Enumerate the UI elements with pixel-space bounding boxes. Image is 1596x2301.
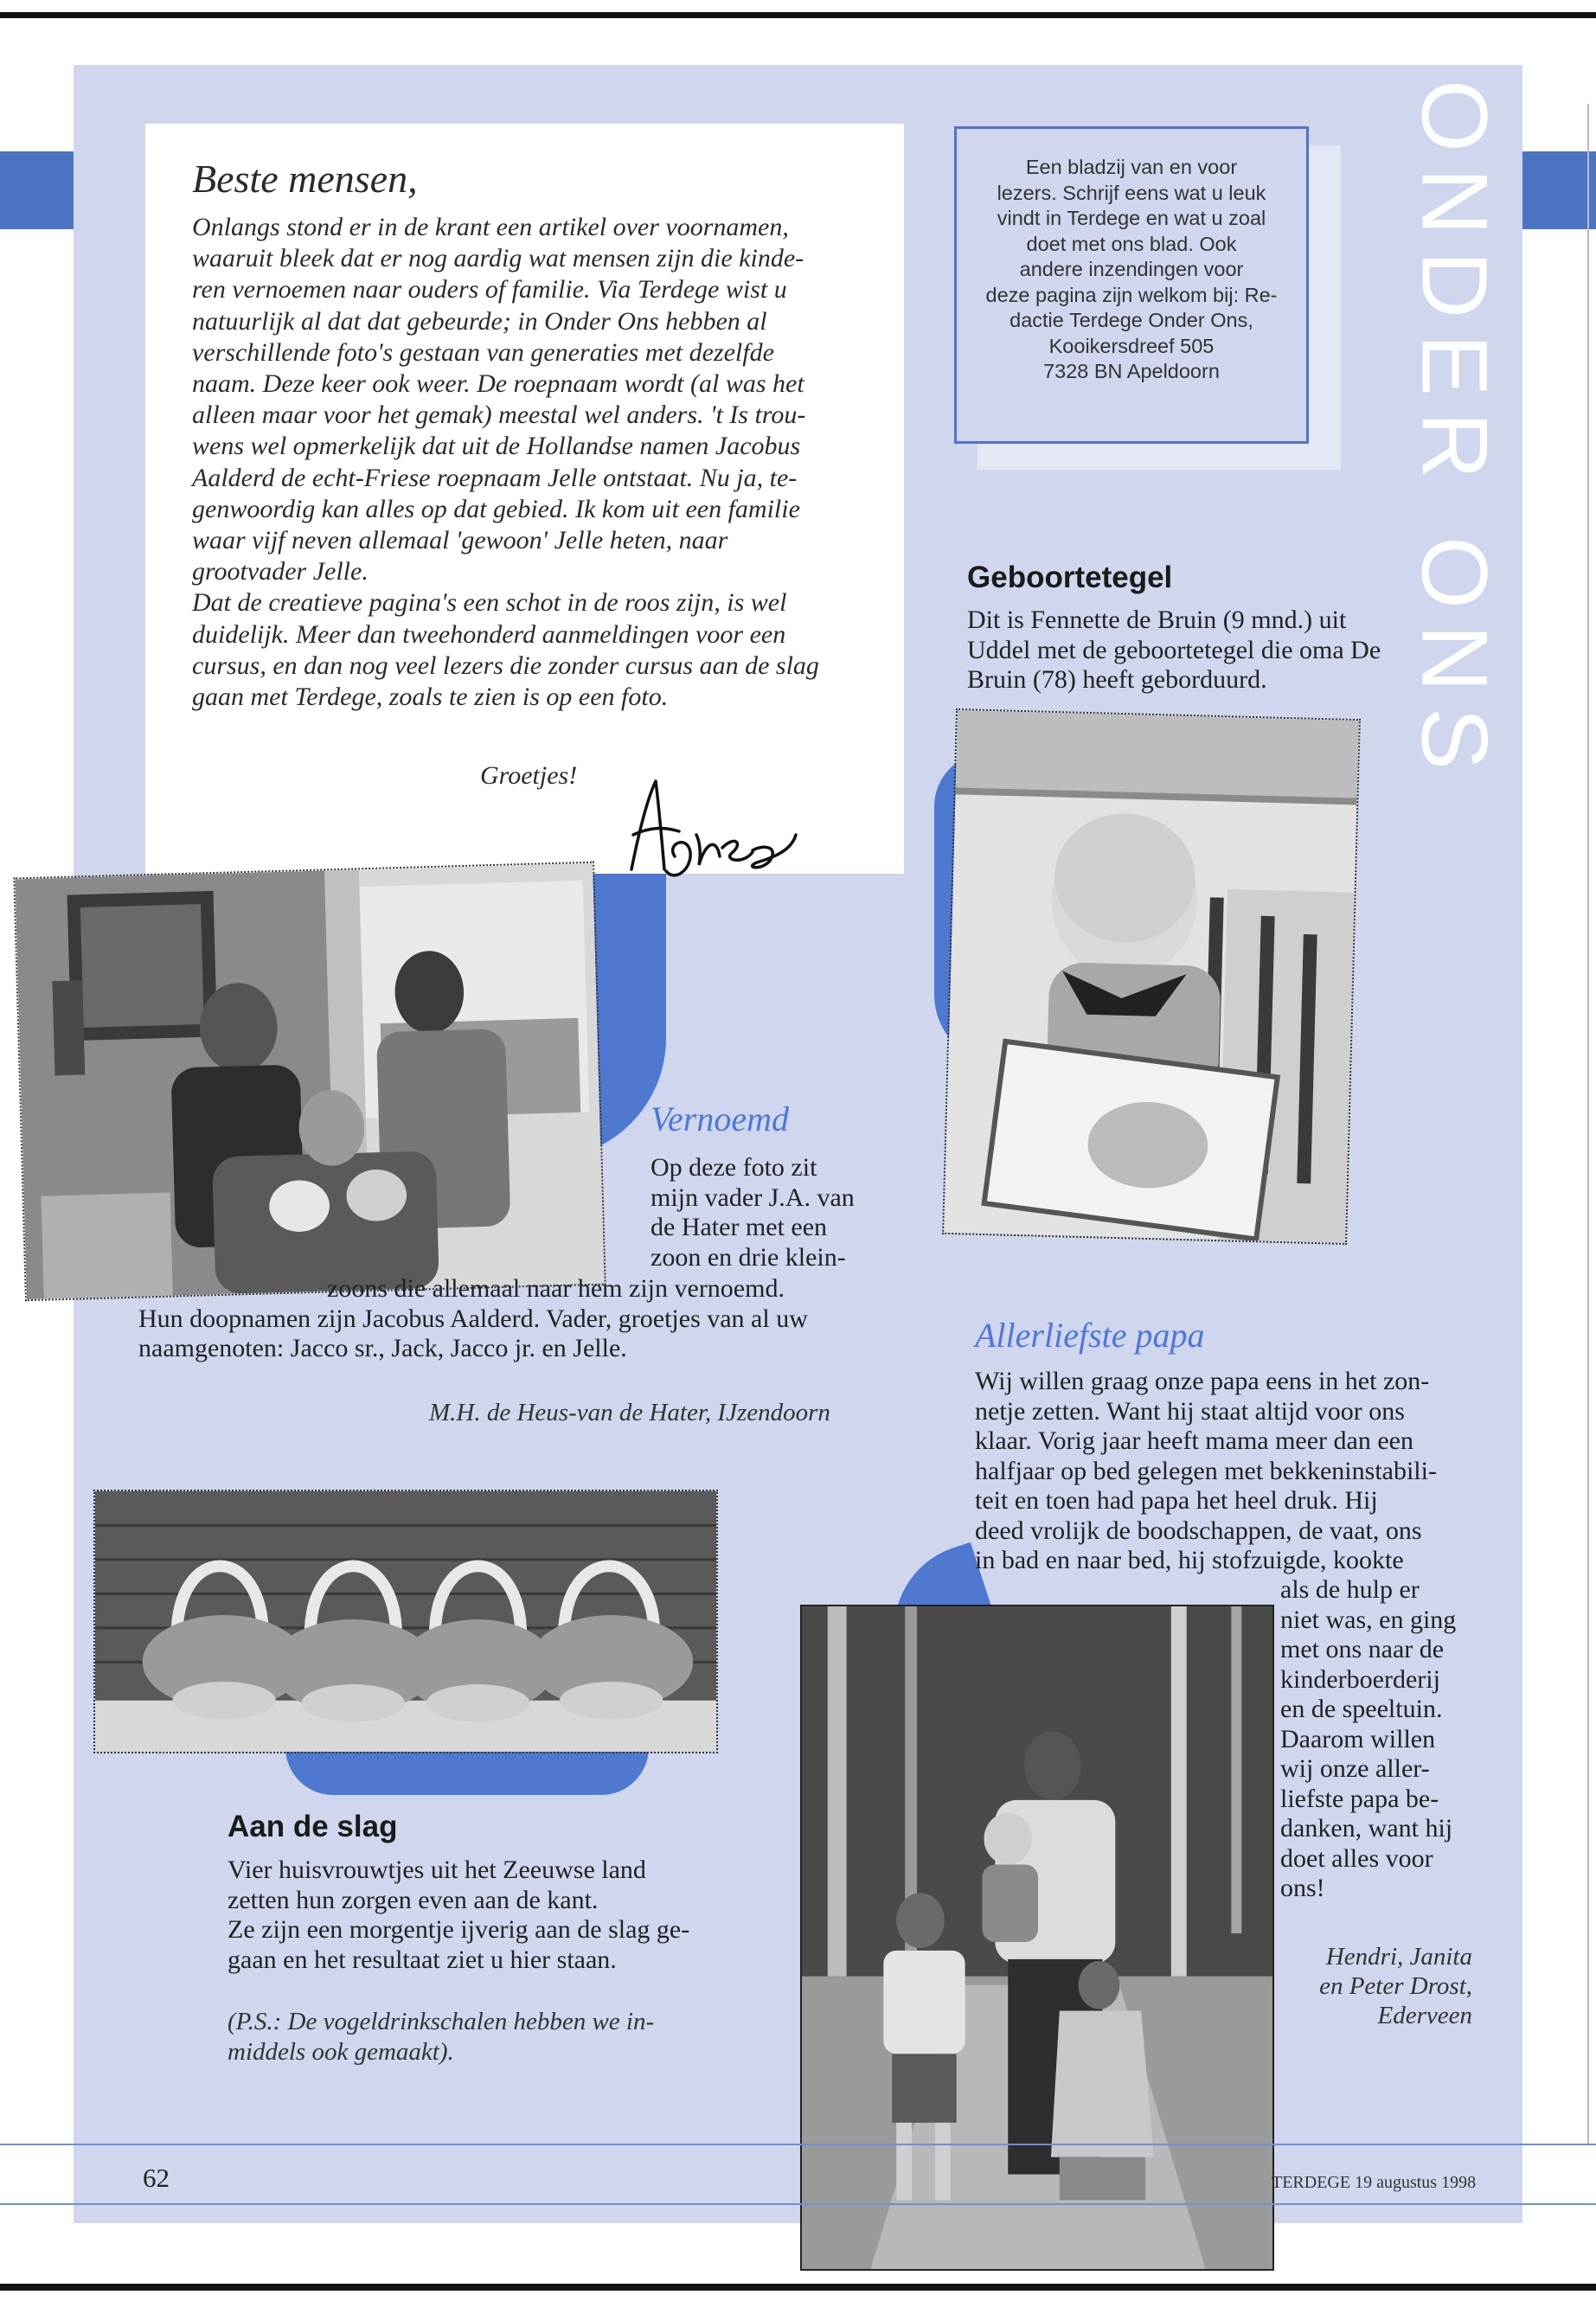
letter-line: alleen maar voor het gemak) meestal wel anders. 't Is trou- (192, 401, 806, 430)
allerliefste-line: niet was, en ging (1280, 1605, 1457, 1634)
aan-de-slag-ps (228, 2007, 747, 2067)
side-tab-right (1522, 151, 1596, 229)
allerliefste-line: doet alles voor (1280, 1843, 1433, 1873)
allerliefste-signature-line: en Peter Drost, (1319, 1972, 1472, 2000)
bottom-rule (0, 2284, 1596, 2291)
allerliefste-line: netje zetten. Want hij staat altijd voor ons (975, 1396, 1405, 1426)
info-line: doet met ons blad. Ook (1026, 232, 1237, 255)
allerliefste-signature-line: Hendri, Janita (1325, 1943, 1472, 1971)
allerliefste-signature-line: Ederveen (1377, 2002, 1472, 2029)
photo-flower-baskets (93, 1490, 718, 1753)
allerliefste-heading: Allerliefste papa (975, 1316, 1205, 1355)
footer-line-top (0, 2144, 1596, 2145)
footer-line-bottom (0, 2203, 1596, 2205)
info-line: lezers. Schrijf eens wat u leuk (997, 181, 1266, 204)
page-edge-line (1587, 104, 1589, 2145)
allerliefste-line: danken, want hij (1280, 1814, 1453, 1843)
aan-de-slag-ps-line: middels ook gemaakt). (228, 2037, 454, 2066)
letter-line: natuurlijk al dat dat gebeurde; in Onder Ons hebben al (192, 306, 767, 336)
issue-label: TERDEGE 19 augustus 1998 (1272, 2173, 1477, 2192)
info-box (954, 126, 1309, 444)
allerliefste-line: teit en toen had papa het heel druk. Hij (975, 1486, 1378, 1515)
vernoemd-body-wide (138, 1274, 882, 1364)
letter-line: waar vijf neven allemaal 'gewoon' Jelle heten, naar (192, 526, 728, 555)
geboortetegel-line: Dit is Fennette de Bruin (9 mnd.) uit (967, 606, 1347, 634)
letter-line: Dat de creatieve pagina's een schot in de roos zijn, is wel (192, 588, 787, 618)
letter-line: Onlangs stond er in de krant een artikel over voornamen, (192, 213, 789, 241)
side-tab-left (0, 151, 74, 229)
allerliefste-line: en de speeltuin. (1280, 1695, 1443, 1723)
allerliefste-line: deed vrolijk de boodschappen, de vaat, ons (975, 1516, 1422, 1545)
allerliefste-line: in bad en naar bed, hij stofzuigde, kookte (975, 1546, 1404, 1574)
vernoemd-heading: Vernoemd (651, 1099, 789, 1138)
vernoemd-line: mijn vader J.A. van (651, 1183, 855, 1212)
vernoemd-line: de Hater met een (651, 1213, 828, 1241)
vernoemd-body-narrow (651, 1153, 875, 1272)
aan-de-slag-line: Vier huisvrouwtjes uit het Zeeuwse land (228, 1856, 646, 1884)
aan-de-slag-line: gaan en het resultaat ziet u hier staan. (228, 1945, 617, 1974)
allerliefste-line: wij onze aller- (1280, 1754, 1430, 1783)
swoosh-aan-de-slag (285, 1747, 649, 1795)
letter-closing: Groetjes! (480, 761, 578, 790)
info-line: dactie Terdege Onder Ons, (1010, 309, 1253, 331)
top-rule (0, 12, 1596, 18)
letter-line: genwoordig kan alles op dat gebied. Ik kom uit een familie (192, 494, 800, 523)
photo-baby-birth-tile (942, 708, 1361, 1245)
info-line: andere inzendingen voor (1019, 258, 1244, 280)
aan-de-slag-line: zetten hun zorgen even aan de kant. (228, 1885, 599, 1914)
vernoemd-signature: M.H. de Heus-van de Hater, IJzendoorn (429, 1399, 830, 1426)
letter-line: grootvader Jelle. (192, 557, 369, 586)
allerliefste-line: als de hulp er (1280, 1575, 1420, 1604)
info-line: deze pagina zijn welkom bij: Re- (985, 283, 1278, 306)
geboortetegel-line: Bruin (78) heeft geborduurd. (967, 665, 1267, 694)
letter-body (192, 212, 884, 713)
letter-line: cursus, en dan nog veel lezers die zonder cursus aan de slag (192, 651, 819, 680)
aan-de-slag-body (228, 1856, 747, 1975)
aan-de-slag-line: Ze zijn een morgentje ijverig aan de slag ge- (228, 1915, 690, 1944)
allerliefste-signature (1272, 1942, 1472, 2030)
allerliefste-line: kinderboerderij (1280, 1664, 1440, 1694)
vernoemd-line: zoons die allemaal naar hem zijn vernoemd. (327, 1274, 785, 1303)
aan-de-slag-heading: Aan de slag (228, 1810, 398, 1843)
vernoemd-line: Hun doopnamen zijn Jacobus Aalderd. Vader, groetjes van al uw (138, 1304, 808, 1333)
vernoemd-line: Op deze foto zit (651, 1153, 817, 1182)
info-line: vindt in Terdege en wat u zoal (997, 207, 1266, 229)
allerliefste-line: halfjaar op bed gelegen met bekkeninstabili- (975, 1456, 1437, 1485)
section-title: ONDER ONS (1402, 79, 1508, 786)
allerliefste-line: ons! (1280, 1874, 1325, 1902)
letter-line: verschillende foto's gestaan van generaties met dezelfde (192, 337, 774, 367)
info-line: Kooikersdreef 505 (1048, 334, 1215, 357)
letter-salutation: Beste mensen, (192, 157, 418, 201)
allerliefste-line: met ons naar de (1280, 1635, 1445, 1663)
vernoemd-line: zoon en drie klein- (651, 1242, 846, 1272)
letter-line: gaan met Terdege, zoals te zien is op een foto. (192, 683, 669, 712)
handwritten-signature (614, 774, 800, 891)
allerliefste-line: klaar. Vorig jaar heeft mama meer dan een (975, 1426, 1413, 1455)
allerliefste-line: Wij willen graag onze papa eens in het zon- (975, 1367, 1430, 1395)
allerliefste-body-wide (975, 1367, 1494, 1576)
info-line: 7328 BN Apeldoorn (1043, 360, 1220, 382)
letter-line: Aalderd de echt-Friese roepnaam Jelle ontstaat. Nu ja, te- (192, 463, 798, 492)
letter-line: waaruit bleek dat er nog aardig wat mensen zijn die kinde- (192, 244, 804, 273)
photo-father-children-forest (800, 1605, 1274, 2271)
letter-line: naam. Deze keer ook weer. De roepnaam wordt (al was het (192, 369, 804, 399)
letter-line: ren vernoemen naar ouders of familie. Via Terdege wist u (192, 275, 787, 304)
geboortetegel-body (967, 606, 1417, 695)
aan-de-slag-ps-line: (P.S.: De vogeldrinkschalen hebben we in- (228, 2008, 655, 2035)
photo-family-generations (13, 862, 606, 1302)
page-number: 62 (143, 2163, 170, 2193)
allerliefste-body-narrow (1280, 1575, 1497, 1904)
geboortetegel-line: Uddel met de geboortetegel die oma De (967, 635, 1381, 664)
vernoemd-line: naamgenoten: Jacco sr., Jack, Jacco jr. en Jelle. (138, 1334, 627, 1362)
letter-line: wens wel opmerkelijk dat uit de Hollandse namen Jacobus (192, 432, 801, 461)
info-line: Een bladzij van en voor (1025, 156, 1238, 178)
letter-line: duidelijk. Meer dan tweehonderd aanmeldingen voor een (192, 619, 786, 649)
allerliefste-line: liefste papa be- (1280, 1784, 1439, 1813)
geboortetegel-heading: Geboortetegel (967, 561, 1173, 594)
allerliefste-line: Daarom willen (1280, 1724, 1436, 1753)
